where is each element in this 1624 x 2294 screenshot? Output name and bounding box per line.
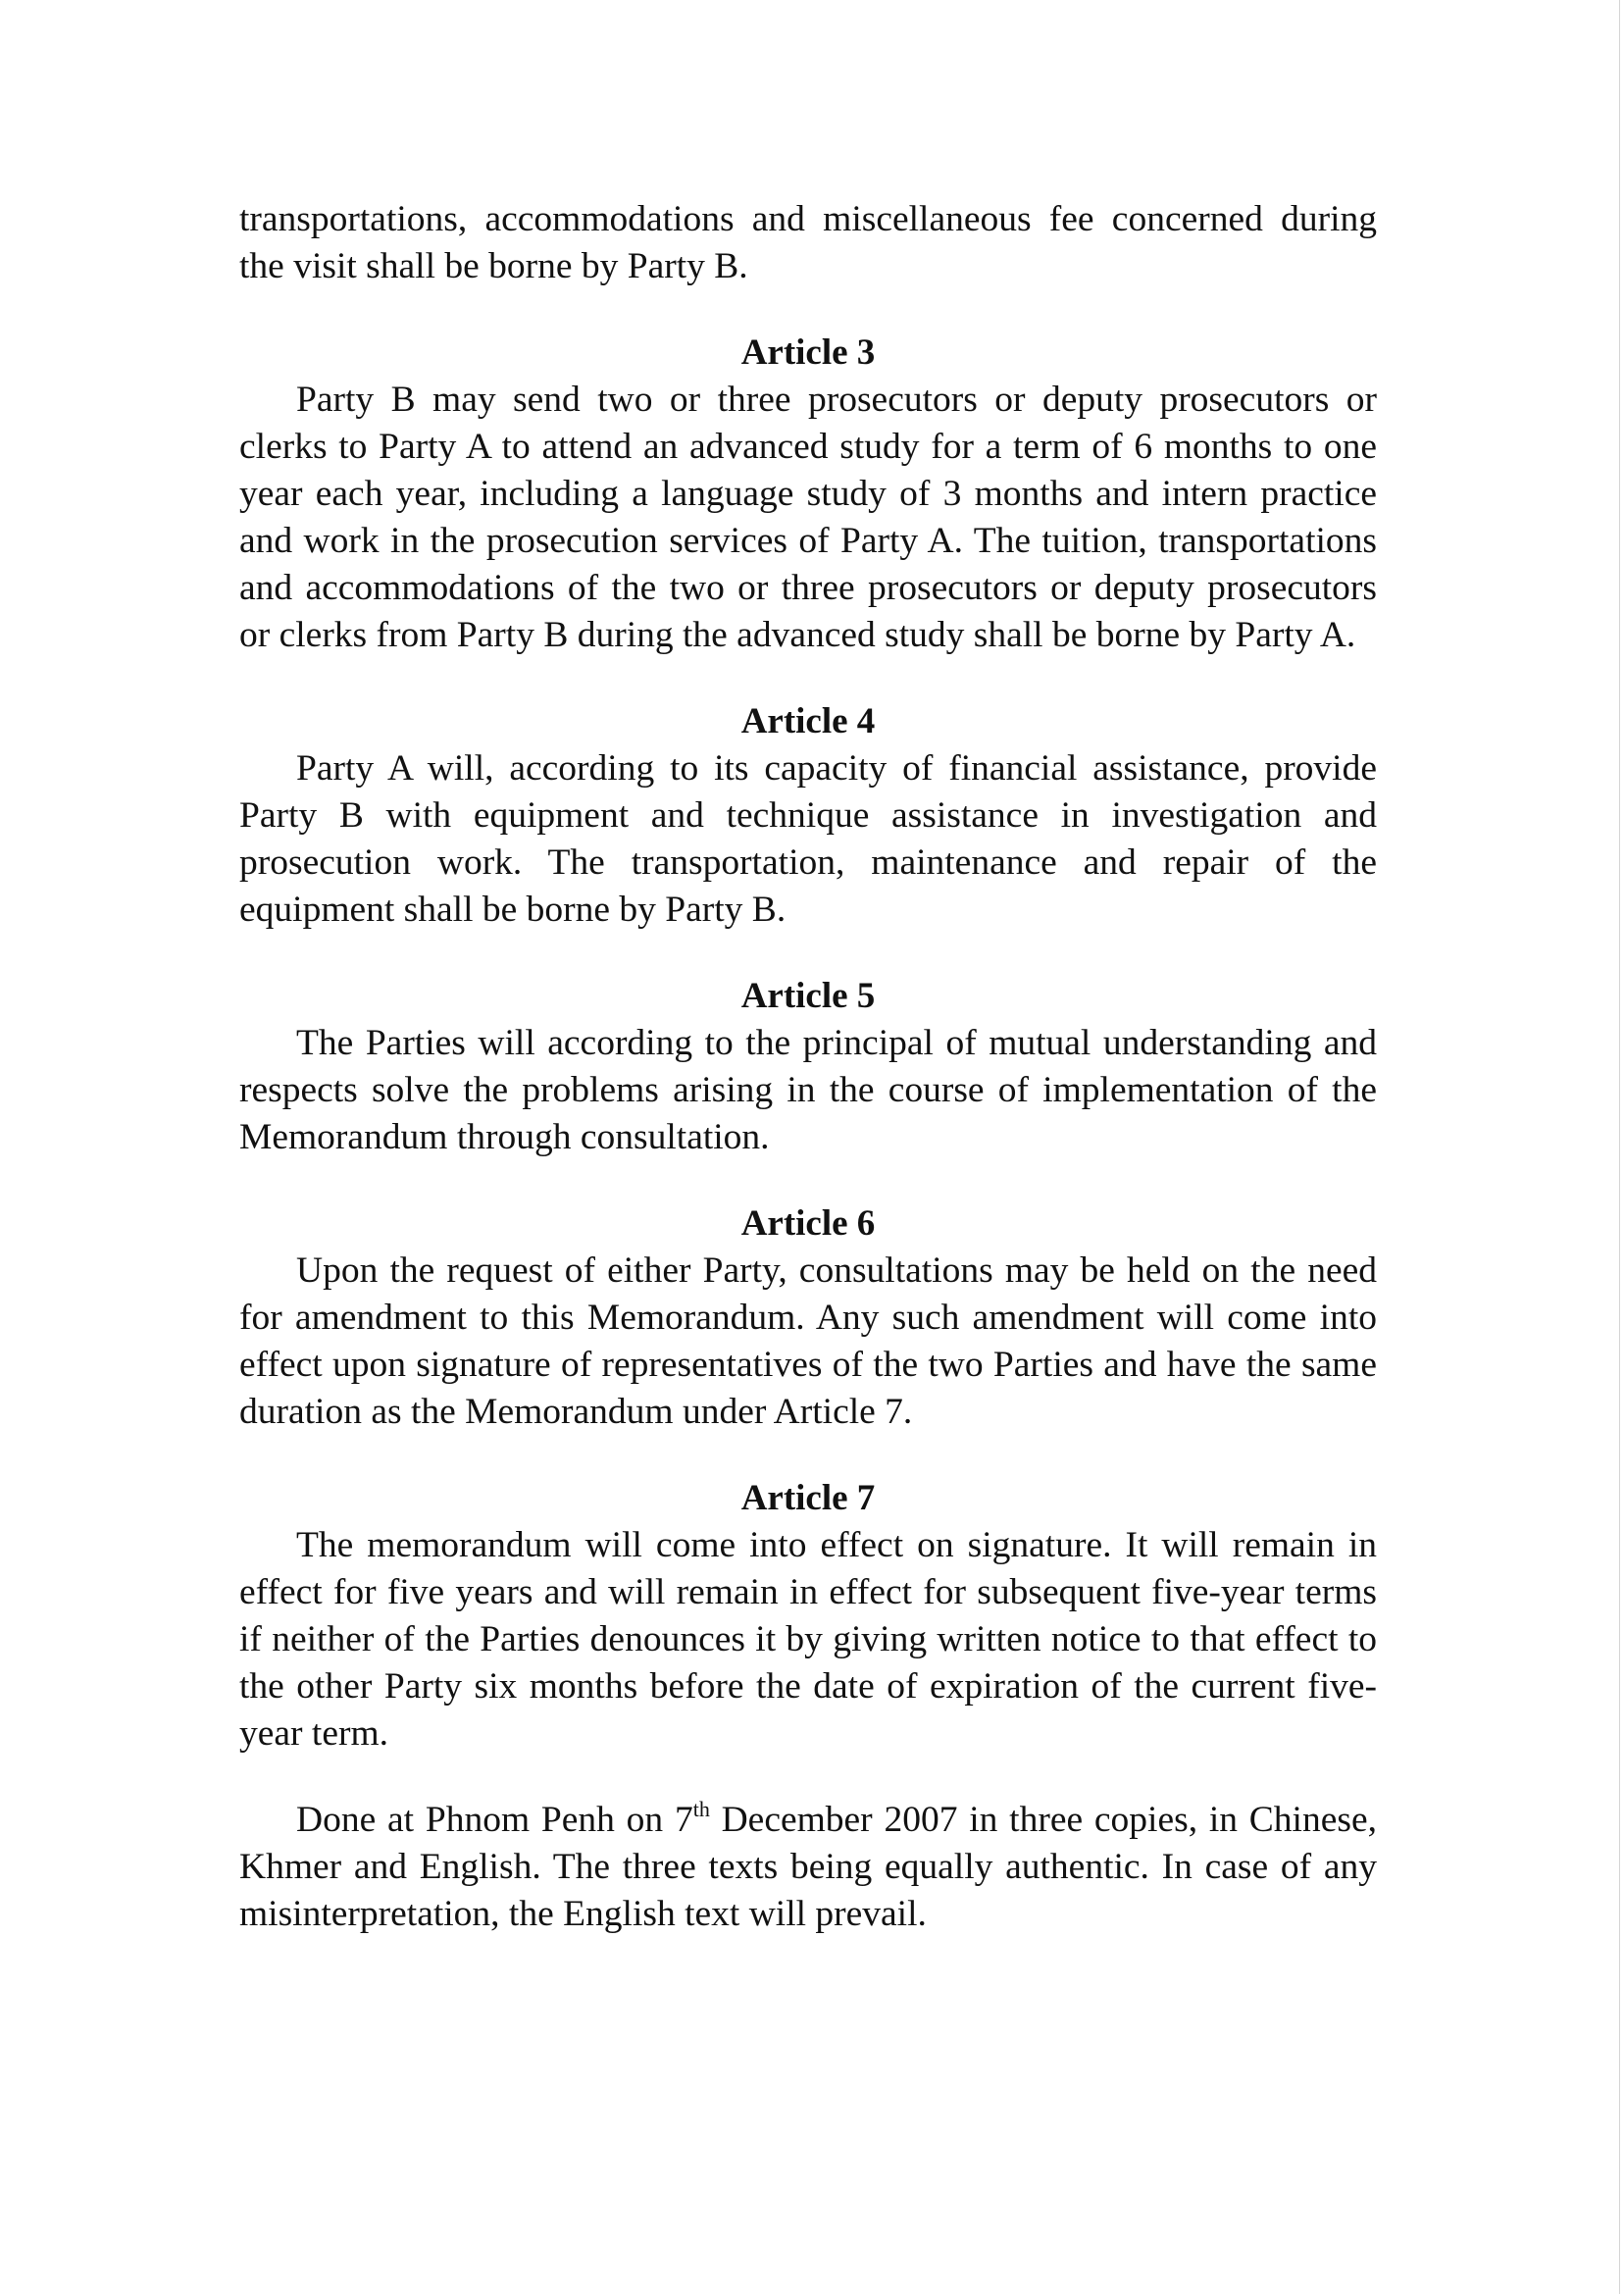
article-3-section xyxy=(239,330,1377,659)
article-6-text: Upon the request of either Party, consultations may be held on the need for amendment to this Memorandum. Any such amendment will come into effect upon signature of representatives of the two Parties and have the same duration as the Memorandum under Article 7. xyxy=(239,1250,1377,1432)
article-6-heading: Article 6 xyxy=(740,1203,876,1244)
article-4-section xyxy=(239,698,1377,934)
closing-paragraph xyxy=(239,1797,1377,1938)
article-6-section xyxy=(239,1200,1377,1436)
article-4-text: Party A will, according to its capacity of financial assistance, provide Party B with equipment and technique assistance in investigation and prosecution work. The transportation, maintenance and repair of the equipment shall be borne by Party B. xyxy=(239,748,1377,930)
document-body xyxy=(239,196,1377,1938)
article-3-text: Party B may send two or three prosecutors or deputy prosecutors or clerks to Party A to attend an advanced study for a term of 6 months to one year each year, including a language study of 3 months and intern practice and work in the prosecution services of Party A. The tuition, transportations and accommodations of the two or three prosecutors or deputy prosecutors or clerks from Party B during the advanced study shall be borne by Party A. xyxy=(239,380,1377,655)
closing-text-end: December 2007 in three copies, in Chinese, Khmer and English. The three texts being equally authentic. In case of any misinterpretation, the English text will prevail. xyxy=(239,1800,1377,1934)
article-5-section xyxy=(239,973,1377,1161)
intro-paragraph: transportations, accommodations and miscellaneous fee concerned during the visit shall be borne by Party B. xyxy=(239,199,1377,286)
article-5-text: The Parties will according to the principal of mutual understanding and respects solve the problems arising in the course of implementation of the Memorandum through consultation. xyxy=(239,1023,1377,1157)
closing-text-start: Done at Phnom Penh on 7 xyxy=(296,1800,693,1840)
article-7-text: The memorandum will come into effect on signature. It will remain in effect for five years and will remain in effect for subsequent five-year terms if neither of the Parties denounces it by giving written notice to that effect to the other Party six months before the date of expiration of the current five-year term. xyxy=(239,1525,1377,1754)
article-4-heading: Article 4 xyxy=(740,701,876,741)
closing-day-suffix: th xyxy=(692,1796,710,1821)
article-7-heading: Article 7 xyxy=(740,1478,876,1518)
article-5-heading: Article 5 xyxy=(740,976,876,1016)
page-edge-line xyxy=(1619,0,1620,2294)
article-7-section xyxy=(239,1475,1377,1758)
article-3-heading: Article 3 xyxy=(740,332,876,373)
